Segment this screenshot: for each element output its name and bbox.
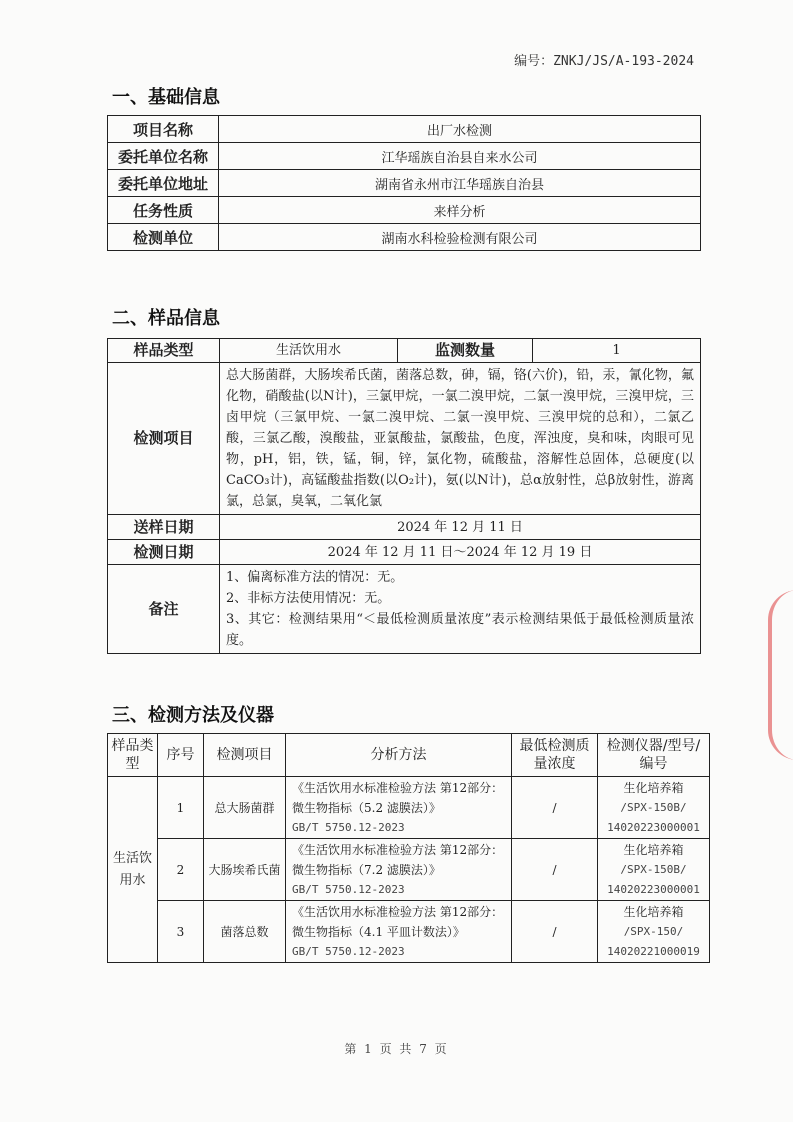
sample-type-label: 样品类型 xyxy=(108,339,220,363)
table-row xyxy=(108,170,701,197)
send-date-value: 2024 年 12 月 11 日 xyxy=(220,515,701,540)
seq-cell: 2 xyxy=(158,839,204,901)
method-name: 《生活饮用水标准检验方法 第12部分：微生物指标（5.2 滤膜法）》 xyxy=(292,780,504,815)
client-address-value: 湖南省永州市江华瑶族自治县 xyxy=(219,170,701,197)
instrument-model: /SPX-150/ xyxy=(623,924,684,938)
project-name-label: 项目名称 xyxy=(108,116,219,143)
method-standard: GB/T 5750.12-2023 xyxy=(292,882,405,896)
test-date-value: 2024 年 12 月 11 日～2024 年 12 月 19 日 xyxy=(220,540,701,565)
sample-type-cell: 生活饮用水 xyxy=(108,777,158,963)
seq-cell: 1 xyxy=(158,777,204,839)
instrument-id: 14020223000001 xyxy=(607,882,700,896)
min-conc-cell: / xyxy=(512,839,598,901)
sample-type-value: 生活饮用水 xyxy=(220,339,398,363)
table-row xyxy=(108,116,701,143)
seq-cell: 3 xyxy=(158,901,204,963)
instrument-id: 14020223000001 xyxy=(607,820,700,834)
send-date-label: 送样日期 xyxy=(108,515,220,540)
testing-unit-value: 湖南水科检验检测有限公司 xyxy=(219,224,701,251)
method-instrument-table xyxy=(107,733,710,963)
header-seq: 序号 xyxy=(158,734,204,777)
client-name-value: 江华瑶族自治县自来水公司 xyxy=(219,143,701,170)
testing-unit-label: 检测单位 xyxy=(108,224,219,251)
remark-line-2: 2、非标方法使用情况：无。 xyxy=(226,591,391,606)
instrument-cell xyxy=(598,777,710,839)
remark-line-1: 1、偏离标准方法的情况：无。 xyxy=(226,570,404,585)
item-cell: 菌落总数 xyxy=(204,901,286,963)
project-name-value: 出厂水检测 xyxy=(219,116,701,143)
item-cell: 大肠埃希氏菌 xyxy=(204,839,286,901)
header-method: 分析方法 xyxy=(286,734,512,777)
instrument-name: 生化培养箱 xyxy=(623,842,684,857)
min-conc-cell: / xyxy=(512,777,598,839)
monitor-count-value: 1 xyxy=(533,339,701,363)
table-row xyxy=(108,363,701,515)
instrument-cell xyxy=(598,901,710,963)
remarks-value xyxy=(220,565,701,654)
instrument-id: 14020221000019 xyxy=(607,944,700,958)
section-sample-info-title: 二、样品信息 xyxy=(112,308,220,329)
min-conc-cell: / xyxy=(512,901,598,963)
section-basic-info-title: 一、基础信息 xyxy=(112,87,220,108)
table-row xyxy=(108,901,710,963)
method-standard: GB/T 5750.12-2023 xyxy=(292,820,405,834)
instrument-name: 生化培养箱 xyxy=(623,780,684,795)
table-header-row xyxy=(108,734,710,777)
instrument-name: 生化培养箱 xyxy=(623,904,684,919)
client-name-label: 委托单位名称 xyxy=(108,143,219,170)
red-seal-stamp-edge xyxy=(768,590,793,760)
table-row xyxy=(108,565,701,654)
test-items-label: 检测项目 xyxy=(108,363,220,515)
table-row xyxy=(108,777,710,839)
method-name: 《生活饮用水标准检验方法 第12部分：微生物指标（7.2 滤膜法）》 xyxy=(292,842,504,877)
table-row xyxy=(108,224,701,251)
table-row xyxy=(108,839,710,901)
remarks-label: 备注 xyxy=(108,565,220,654)
task-nature-value: 来样分析 xyxy=(219,197,701,224)
method-name: 《生活饮用水标准检验方法 第12部分：微生物指标（4.1 平皿计数法）》 xyxy=(292,904,504,939)
client-address-label: 委托单位地址 xyxy=(108,170,219,197)
method-cell xyxy=(286,901,512,963)
header-min-conc: 最低检测质量浓度 xyxy=(512,734,598,777)
basic-info-table xyxy=(107,115,701,251)
item-cell: 总大肠菌群 xyxy=(204,777,286,839)
document-number: 编号：ZNKJ/JS/A-193-2024 xyxy=(514,54,694,69)
instrument-cell xyxy=(598,839,710,901)
monitor-count-label: 监测数量 xyxy=(398,339,533,363)
page-footer: 第 1 页 共 7 页 xyxy=(344,1042,449,1056)
sample-info-table xyxy=(107,338,701,654)
table-row xyxy=(108,540,701,565)
test-date-label: 检测日期 xyxy=(108,540,220,565)
section-method-title: 三、检测方法及仪器 xyxy=(112,705,274,726)
method-cell xyxy=(286,777,512,839)
method-cell xyxy=(286,839,512,901)
remark-line-3: 3、其它：检测结果用“＜最低检测质量浓度”表示检测结果低于最低检测质量浓度。 xyxy=(226,612,694,648)
table-row xyxy=(108,515,701,540)
header-instrument: 检测仪器/型号/编号 xyxy=(598,734,710,777)
test-items-value: 总大肠菌群，大肠埃希氏菌，菌落总数，砷，镉，铬(六价)，铅，汞，氰化物，氟化物，硝酸盐(以N计)，三氯甲烷，一氯二溴甲烷，二氯一溴甲烷，三溴甲烷，三卤甲烷（三氯甲烷、一氯二溴甲烷、二氯一溴甲烷、三溴甲烷的总和），二氯乙酸，三氯乙酸，溴酸盐，亚氯酸盐，氯酸盐，色度，浑浊度，臭和味，肉眼可见物，pH，铝，铁，锰，铜，锌，氯化物，硫酸盐，溶解性总固体，总硬度(以CaCO₃计)，高锰酸盐指数(以O₂计)，氨(以N计)，总α放射性，总β放射性，游离氯，总氯，臭氧，二氧化氯 xyxy=(220,363,701,515)
method-standard: GB/T 5750.12-2023 xyxy=(292,944,405,958)
table-row xyxy=(108,339,701,363)
task-nature-label: 任务性质 xyxy=(108,197,219,224)
instrument-model: /SPX-150B/ xyxy=(620,800,687,814)
header-sample-type: 样品类型 xyxy=(108,734,158,777)
table-row xyxy=(108,143,701,170)
table-row xyxy=(108,197,701,224)
instrument-model: /SPX-150B/ xyxy=(620,862,687,876)
header-item: 检测项目 xyxy=(204,734,286,777)
